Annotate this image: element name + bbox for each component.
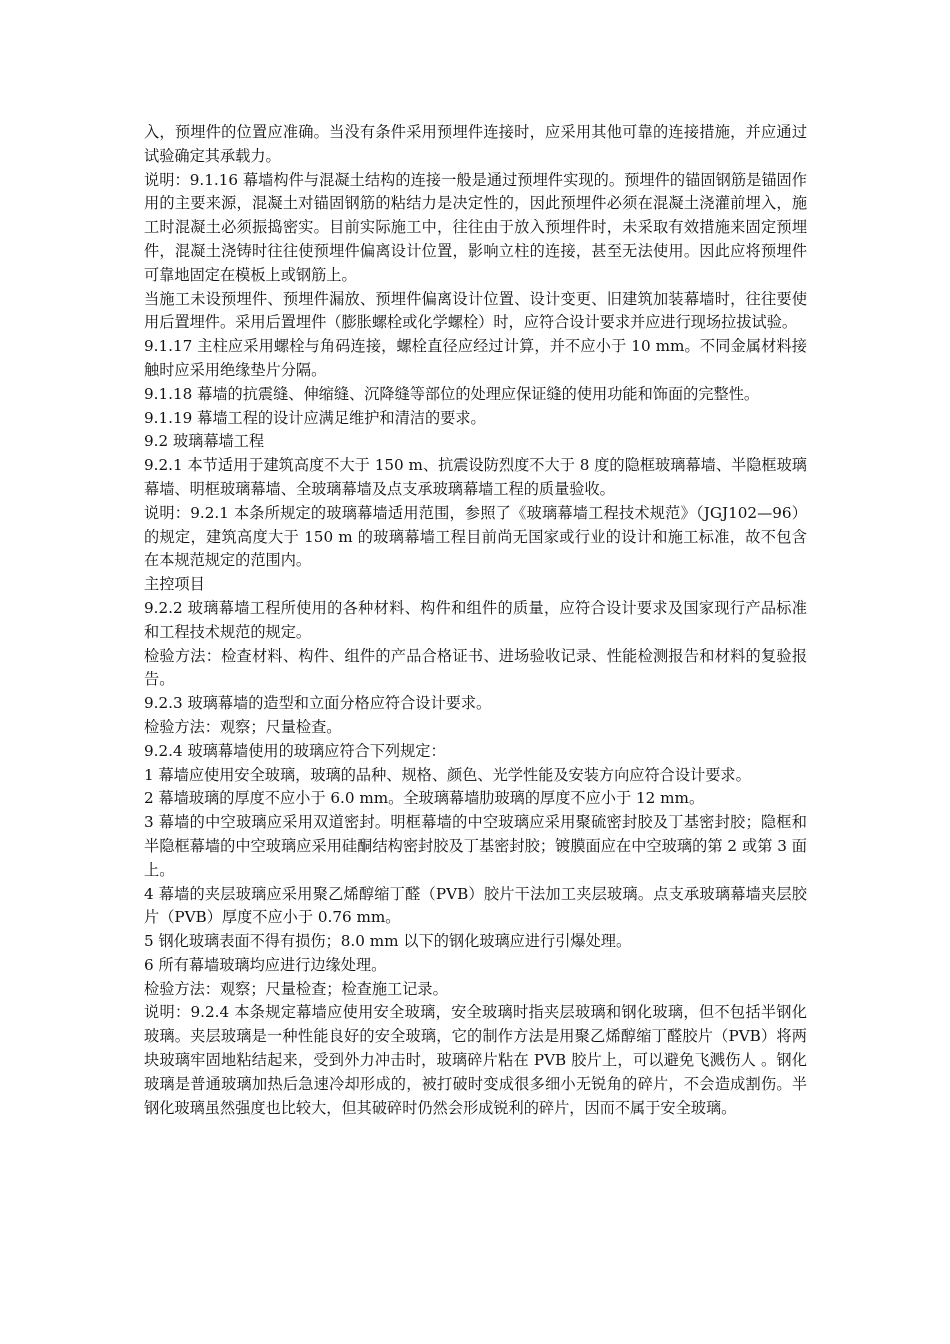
list-item-6: 6 所有幕墙玻璃均应进行边缘处理。 [144,955,387,974]
paragraph-note-9-2-1: 说明：9.2.1 本条所规定的玻璃幕墙适用范围，参照了《玻璃幕墙工程技术规范》（JGJ102—96）的规定，建筑高度大于 150 m 的玻璃幕墙工程目前尚无国家或行业的设计和施工标准，故不包含在本规范规定的范围内。 [144,503,807,570]
paragraph-9-1-19: 9.1.19 幕墙工程的设计应满足维护和清洁的要求。 [144,408,486,427]
paragraph-inspection-9-2-4: 检验方法：观察；尺量检查；检查施工记录。 [144,979,448,998]
paragraph-post-anchor: 当施工未设预埋件、预埋件漏放、预埋件偏离设计位置、设计变更、旧建筑加装幕墙时，往往要使用后置埋件。采用后置埋件（膨胀螺栓或化学螺栓）时，应符合设计要求并应进行现场拉拔试验。 [144,289,807,332]
section-heading-9-2: 9.2 玻璃幕墙工程 [144,432,265,451]
paragraph-9-2-1: 9.2.1 本节适用于建筑高度不大于 150 m、抗震设防烈度不大于 8 度的隐框玻璃幕墙、半隐框玻璃幕墙、明框玻璃幕墙、全玻璃幕墙及点支承玻璃幕墙工程的质量验收。 [144,456,807,498]
list-item-1: 1 幕墙应使用安全玻璃，玻璃的品种、规格、颜色、光学性能及安装方向应符合设计要求。 [144,765,751,784]
document-page [144,121,807,1120]
paragraph-9-2-4: 9.2.4 玻璃幕墙使用的玻璃应符合下列规定： [144,741,446,760]
list-item-2: 2 幕墙玻璃的厚度不应小于 6.0 mm。全玻璃幕墙肋玻璃的厚度不应小于 12 mm。 [144,789,705,808]
list-item-5: 5 钢化玻璃表面不得有损伤；8.0 mm 以下的钢化玻璃应进行引爆处理。 [144,932,632,951]
paragraph-9-2-2: 9.2.2 玻璃幕墙工程所使用的各种材料、构件和组件的质量，应符合设计要求及国家现行产品标准和工程技术规范的规定。 [144,598,807,641]
paragraph-9-1-18: 9.1.18 幕墙的抗震缝、伸缩缝、沉降缝等部位的处理应保证缝的使用功能和饰面的完整性。 [144,384,760,403]
paragraph-inspection-9-2-3: 检验方法：观察；尺量检查。 [144,717,342,736]
subheading-main-items: 主控项目 [144,575,205,594]
paragraph-embed-continuation: 入，预埋件的位置应准确。当没有条件采用预埋件连接时，应采用其他可靠的连接措施，并应通过试验确定其承载力。 [144,123,807,165]
list-item-3: 3 幕墙的中空玻璃应采用双道密封。明框幕墙的中空玻璃应采用聚硫密封胶及丁基密封胶；隐框和半隐框幕墙的中空玻璃应采用硅酮结构密封胶及丁基密封胶；镀膜面应在中空玻璃的第 2 或第 3 面上。 [144,813,807,879]
list-item-4: 4 幕墙的夹层玻璃应采用聚乙烯醇缩丁醛（PVB）胶片干法加工夹层玻璃。点支承玻璃幕墙夹层胶片（PVB）厚度不应小于 0.76 mm。 [144,884,807,927]
paragraph-inspection-9-2-2: 检验方法：检查材料、构件、组件的产品合格证书、进场验收记录、性能检测报告和材料的复验报告。 [144,646,807,689]
paragraph-note-9-2-4: 说明：9.2.4 本条规定幕墙应使用安全玻璃，安全玻璃时指夹层玻璃和钢化玻璃，但不包括半钢化玻璃。夹层玻璃是一种性能良好的安全玻璃，它的制作方法是用聚乙烯醇缩丁醛胶片（PVB）将两块玻璃牢固地粘结起来，受到外力冲击时，玻璃碎片粘在 PVB 胶片上，可以避免飞溅伤人 。钢化玻璃是普通玻璃加热后急速冷却形成的，被打破时变成很多细小无锐角的碎片，不会造成割伤。半钢化玻璃虽然强度也比较大，但其破碎时仍然会形成锐利的碎片，因而不属于安全玻璃。 [144,1003,807,1117]
paragraph-9-1-17: 9.1.17 主柱应采用螺栓与角码连接，螺栓直径应经过计算，并不应小于 10 mm。不同金属材料接触时应采用绝缘垫片分隔。 [144,337,807,379]
paragraph-note-9-1-16: 说明：9.1.16 幕墙构件与混凝土结构的连接一般是通过预埋件实现的。预埋件的锚固钢筋是锚固作用的主要来源，混凝土对锚固钢筋的粘结力是决定性的，因此预埋件必须在混凝土浇灌前埋入，施工时混凝土必须振捣密实。目前实际施工中，往往由于放入预埋件时，未采取有效措施来固定预埋件，混凝土浇铸时往往使预埋件偏离设计位置，影响立柱的连接，甚至无法使用。因此应将预埋件可靠地固定在模板上或钢筋上。 [144,170,807,284]
paragraph-9-2-3: 9.2.3 玻璃幕墙的造型和立面分格应符合设计要求。 [144,694,492,713]
